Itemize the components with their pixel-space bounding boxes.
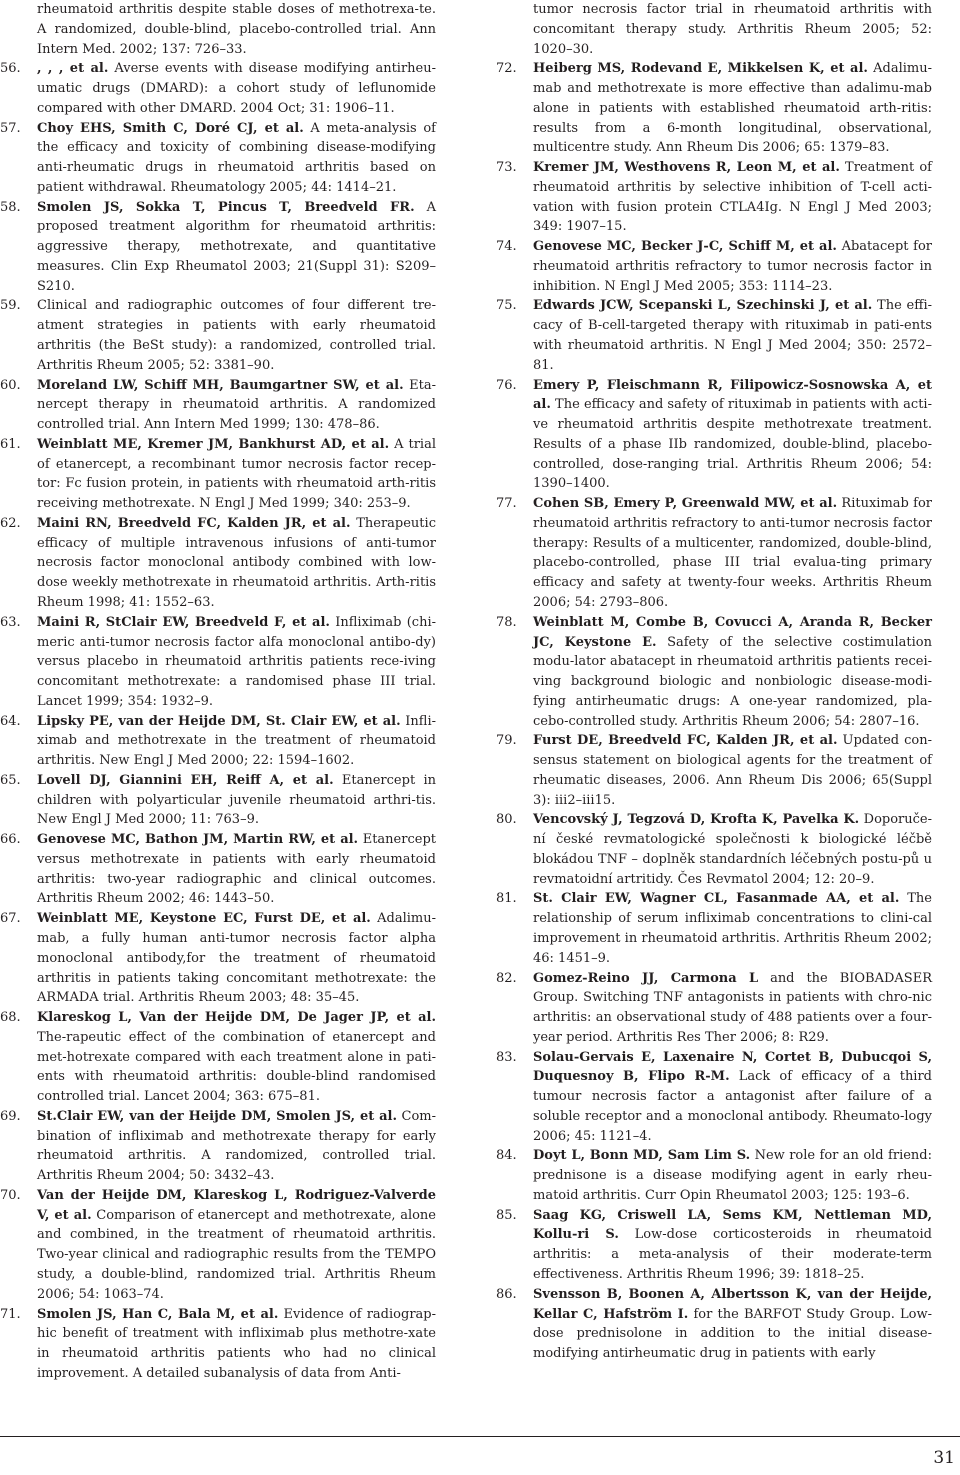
reference-column-left: [0, 0, 436, 1384]
reference-entry: [0, 435, 436, 514]
reference-number: 76.: [496, 377, 517, 393]
reference-entry: [0, 514, 436, 613]
page-number: 31: [933, 1448, 955, 1468]
reference-number: 69.: [0, 1108, 21, 1124]
reference-authors: Vencovský J, Tegzová D, Krofta K, Pavelka K.: [533, 812, 860, 828]
reference-number: 70.: [0, 1187, 21, 1203]
reference-text: tumor necrosis factor trial in rheumatoid arthritis with concomitant therapy study. Arthritis Rheum 2005; 52: 1020–30.: [533, 2, 932, 57]
reference-number: 75.: [496, 298, 517, 314]
reference-text: Therapeutic efficacy of multiple intravenous infusions of anti-tumor necrosis factor monoclonal antibody combined with low-dose weekly methotrexate in rheumatoid arthritis. Arth-ritis Rheum 1998; 41: 1552–63.: [37, 515, 436, 610]
reference-authors: Maini RN, Breedveld FC, Kalden JR, et al.: [37, 515, 351, 531]
reference-authors: Heiberg MS, Rodevand E, Mikkelsen K, et al.: [533, 61, 868, 77]
reference-text: Infliximab (chi-meric anti-tumor necrosis factor alfa monoclonal antibo-dy) versus placebo in rheumatoid arthritis patients rece-iving concomitant methotrexate: a randomised phase III trial. Lancet 1999; 354: 1932–9.: [37, 614, 437, 709]
reference-text: Etanercept in children with polyarticular juvenile rheumatoid arthri-tis. New Engl J Med 2000; 11: 763–9.: [37, 772, 436, 828]
reference-number: 84.: [496, 1148, 517, 1164]
reference-authors: Furst DE, Breedveld FC, Kalden JR, et al.: [533, 733, 838, 749]
reference-number: 60.: [0, 377, 21, 393]
reference-number: 67.: [0, 911, 21, 927]
reference-entry: [496, 1206, 932, 1285]
reference-number: 73.: [496, 160, 517, 176]
reference-entry: [496, 158, 932, 237]
reference-number: 86.: [496, 1286, 517, 1302]
reference-number: 64.: [0, 713, 21, 729]
reference-number: 82.: [496, 970, 517, 986]
reference-text: Rituximab for rheumatoid arthritis refractory to anti-tumor necrosis factor therapy: Results of a multicenter, randomized, double-blind, placebo-controlled, phase III trial evalua-ting primary efficacy and safety at twenty-four weeks. Arthritis Rheum 2006; 54: 2793–806.: [533, 496, 932, 610]
reference-continuation: [496, 0, 932, 59]
reference-number: 58.: [0, 199, 21, 215]
footer-rule: [0, 1436, 960, 1437]
reference-authors: St. Clair EW, Wagner CL, Fasanmade AA, et al.: [533, 891, 900, 907]
reference-text: The efficacy and safety of rituximab in patients with acti-ve rheumatoid arthritis despite methotrexate treatment. Results of a phase IIb randomized, double-blind, placebo-controlled, dose-ranging trial. Arthritis Rheum 2006; 54: 1390–1400.: [533, 397, 932, 492]
reference-authors: Weinblatt ME, Keystone EC, Furst DE, et al.: [37, 911, 371, 927]
reference-text: Infli-ximab and methotrexate in the treatment of rheumatoid arthritis. New Engl J Med 2000; 22: 1594–1602.: [37, 713, 436, 769]
reference-number: 59.: [0, 298, 21, 314]
reference-entry: [0, 376, 436, 435]
reference-authors: Weinblatt ME, Kremer JM, Bankhurst AD, et al.: [37, 436, 390, 452]
reference-text: A meta-analysis of the efficacy and toxicity of combining disease-modifying anti-rheumatic drugs in rheumatoid arthritis based on patient withdrawal. Rheumatology 2005; 44: 1414–21.: [37, 120, 436, 195]
reference-entry: [496, 969, 932, 1048]
reference-entry: [496, 731, 932, 810]
reference-text: Eta-nercept therapy in rheumatoid arthritis. A randomized controlled trial. Ann Intern Med 1999; 130: 478–86.: [37, 377, 436, 433]
reference-authors: Gomez-Reino JJ, Carmona L: [533, 970, 759, 986]
reference-authors: Weinblatt M, Combe B, Covucci A, Aranda R, Becker JC, Keystone E.: [533, 614, 932, 650]
reference-text: Treatment of rheumatoid arthritis by selective inhibition of T-cell acti-vation with fusion protein CTLA4Ig. N Engl J Med 2003; 349: 1907–15.: [533, 160, 932, 235]
reference-number: 78.: [496, 614, 517, 630]
reference-number: 56.: [0, 61, 21, 77]
reference-authors: Emery P, Fleischmann R, Filipowicz-Sosnowska A, et al.: [533, 377, 932, 413]
reference-entry: [496, 1048, 932, 1147]
reference-text: Clinical and radiographic outcomes of four different tre-atment strategies in patients with early rheumatoid arthritis (the BeSt study): a randomized, controlled trial. Arthritis Rheum 2005; 52: 3381–90.: [37, 298, 436, 373]
reference-authors: Maini R, StClair EW, Breedveld F, et al.: [37, 614, 330, 630]
reference-column-right: [496, 0, 932, 1364]
reference-entry: [0, 771, 436, 830]
reference-entry: [496, 613, 932, 732]
reference-number: 72.: [496, 61, 517, 77]
reference-entry: [0, 830, 436, 909]
reference-number: 57.: [0, 120, 21, 136]
reference-text: Safety of the selective costimulation modu-lator abatacept in rheumatoid arthritis patients recei-ving background biologic and nonbiologic disease-modi-fying antirheumatic drugs: A one-year randomized, pla-cebo-controlled study. Arthritis Rheum 2006; 54: 2807–16.: [533, 634, 932, 729]
reference-text: Com-bination of infliximab and methotrexate therapy for early rheumatoid arthritis. A randomized, controlled trial. Arthritis Rheum 2004; 50: 3432–43.: [37, 1108, 436, 1184]
reference-text: and the BIOBADASER Group. Switching TNF antagonists in patients with chro-nic arthritis: an observational study of 488 patients over a four-year period. Arthritis Res Ther 2006; 8: R29.: [533, 970, 932, 1045]
reference-text: Doporuče-ní české revmatologické společnosti k biologické léčbě blokádou TNF – doplněk standardních léčebných postu-pů u revmatoidní artritidy. Čes Revmatol 2004; 12: 20–9.: [533, 812, 932, 887]
reference-authors: Moreland LW, Schiff MH, Baumgartner SW, et al.: [37, 377, 404, 393]
reference-number: 61.: [0, 436, 21, 452]
reference-text: Averse events with disease modifying antirheu-umatic drugs (DMARD): a cohort study of leflunomide compared with other DMARD. 2004 Oct; 31: 1906–11.: [37, 61, 436, 116]
reference-entry: [496, 237, 932, 296]
reference-authors: , , , et al.: [37, 61, 109, 77]
reference-entry: [496, 1146, 932, 1205]
reference-authors: Van der Heijde DM, Klareskog L, Rodriguez-Valverde V, et al.: [37, 1187, 436, 1223]
reference-authors: Edwards JCW, Scepanski L, Szechinski J, et al.: [533, 298, 873, 314]
reference-entry: [496, 59, 932, 158]
reference-authors: Genovese MC, Becker J-C, Schiff M, et al.: [533, 239, 837, 255]
reference-entry: [0, 1305, 436, 1384]
reference-authors: Saag KG, Criswell LA, Sems KM, Nettleman MD, Kollu-ri S.: [533, 1207, 932, 1243]
reference-text: Updated con-sensus statement on biological agents for the treatment of rheumatic diseases, 2006. Ann Rheum Dis 2006; 65(Suppl 3): iii2–iii15.: [533, 733, 932, 808]
reference-text: Lack of efficacy of a third tumour necrosis factor a antagonist after failure of a soluble receptor and a monoclonal antibody. Rheumato-logy 2006; 45: 1121–4.: [533, 1069, 933, 1144]
reference-number: 80.: [496, 812, 517, 828]
reference-entry: [0, 712, 436, 771]
reference-number: 81.: [496, 891, 517, 907]
reference-entry: [496, 296, 932, 375]
reference-authors: Kremer JM, Westhovens R, Leon M, et al.: [533, 160, 840, 176]
reference-number: 63.: [0, 614, 21, 630]
reference-entry: [496, 494, 932, 613]
reference-entry: [0, 1107, 436, 1186]
reference-text: Evidence of radiograp-hic benefit of treatment with infliximab plus methotre-xate in rheumatoid arthritis patients who had no clinical improvement. A detailed subanalysis of data from Anti-: [37, 1306, 436, 1381]
reference-entry: [0, 909, 436, 1008]
reference-text: Adalimu-mab and methotrexate is more effective than adalimu-mab alone in patients with established rheumatoid arth-ritis: results from a 6-month longitudinal, observational, multicentre study. Ann Rheum Dis 2006; 65: 1379–83.: [533, 61, 932, 156]
reference-authors: Svensson B, Boonen A, Albertsson K, van der Heijde, Kellar C, Hafström I.: [533, 1286, 932, 1322]
reference-entry: [0, 1008, 436, 1107]
reference-entry: [0, 198, 436, 297]
reference-text: New role for an old friend: prednisone is a disease modifying agent in early rheu-matoid arthritis. Curr Opin Rheumatol 2003; 125: 193–6.: [533, 1148, 932, 1203]
reference-number: 79.: [496, 733, 517, 749]
reference-authors: St.Clair EW, van der Heijde DM, Smolen JS, et al.: [37, 1108, 397, 1124]
reference-text: Low-dose corticosteroids in rheumatoid arthritis: a meta-analysis of their moderate-term effectiveness. Arthritis Rheum 1996; 39: 1818–25.: [533, 1227, 932, 1282]
reference-continuation: [0, 0, 436, 59]
reference-text: The-rapeutic effect of the combination of etanercept and met-hotrexate compared with each treatment alone in pati-ents with rheumatoid arthritis: double-blind randomised controlled trial. Lancet 2004; 363: 675–81.: [37, 1029, 436, 1105]
reference-text: for the BARFOT Study Group. Low-dose prednisolone in addition to the initial disease-modifying antirheumatic drug in patients with early: [533, 1306, 932, 1362]
reference-number: 85.: [496, 1207, 517, 1223]
reference-text: A trial of etanercept, a recombinant tumor necrosis factor recep-tor: Fc fusion protein, in patients with rheumatoid arth-ritis receiving methotrexate. N Engl J Med 1999; 340: 253–9.: [37, 436, 436, 512]
reference-authors: Choy EHS, Smith C, Doré CJ, et al.: [37, 120, 304, 136]
reference-number: 68.: [0, 1010, 21, 1026]
reference-text: A proposed treatment algorithm for rheumatoid arthritis: aggressive therapy, methotrexate, and quantitative measures. Clin Exp Rheumatol 2003; 21(Suppl 31): S209–S210.: [37, 199, 436, 294]
reference-text: rheumatoid arthritis despite stable doses of methotrexa-te. A randomized, double-blind, placebo-controlled trial. Ann Intern Med. 2002; 137: 726–33.: [37, 2, 436, 57]
reference-entry: [0, 59, 436, 118]
reference-authors: Lipsky PE, van der Heijde DM, St. Clair EW, et al.: [37, 713, 401, 729]
reference-text: The effi-cacy of B-cell-targeted therapy with rituximab in pati-ents with rheumatoid arthritis. N Engl J Med 2004; 350: 2572–81.: [533, 298, 932, 373]
reference-authors: Solau-Gervais E, Laxenaire N, Cortet B, Dubucqoi S, Duquesnoy B, Flipo R-M.: [533, 1049, 932, 1085]
reference-number: 77.: [496, 496, 517, 512]
reference-text: Abatacept for rheumatoid arthritis refractory to tumor necrosis factor in inhibition. N Engl J Med 2005; 353: 1114–23.: [533, 239, 933, 294]
reference-authors: Smolen JS, Sokka T, Pincus T, Breedveld FR.: [37, 199, 415, 215]
reference-number: 74.: [496, 239, 517, 255]
reference-number: 62.: [0, 515, 21, 531]
reference-authors: Genovese MC, Bathon JM, Martin RW, et al.: [37, 832, 359, 848]
reference-authors: Lovell DJ, Giannini EH, Reiff A, et al.: [37, 772, 334, 788]
reference-text: Comparison of etanercept and methotrexate, alone and combined, in the treatment of rheumatoid arthritis. Two-year clinical and radiographic results from the TEMPO study, a double-blind, randomized trial. Arthritis Rheum 2006; 54: 1063–74.: [37, 1207, 436, 1302]
reference-authors: Cohen SB, Emery P, Greenwald MW, et al.: [533, 496, 838, 512]
reference-entry: [0, 119, 436, 198]
reference-authors: Klareskog L, Van der Heijde DM, De Jager JP, et al.: [37, 1010, 436, 1026]
reference-entry: [496, 376, 932, 495]
reference-entry: [0, 296, 436, 375]
reference-text: The relationship of serum infliximab concentrations to clini-cal improvement in rheumatoid arthritis. Arthritis Rheum 2002; 46: 1451–9.: [533, 891, 932, 966]
reference-number: 71.: [0, 1306, 21, 1322]
reference-entry: [496, 889, 932, 968]
reference-entry: [496, 1285, 932, 1364]
reference-number: 83.: [496, 1049, 517, 1065]
reference-text: Adalimu-mab, a fully human anti-tumor necrosis factor alpha monoclonal antibody,for the treatment of rheumatoid arthritis in patients taking concomitant methotrexate: the ARMADA trial. Arthritis Rheum 2003; 48: 35–45.: [37, 911, 436, 1006]
reference-text: Etanercept versus methotrexate in patients with early rheumatoid arthritis: two-year radiographic and clinical outcomes. Arthritis Rheum 2002; 46: 1443–50.: [37, 832, 436, 907]
reference-number: 65.: [0, 772, 21, 788]
reference-authors: Smolen JS, Han C, Bala M, et al.: [37, 1306, 279, 1322]
reference-number: 66.: [0, 832, 21, 848]
reference-authors: Doyt L, Bonn MD, Sam Lim S.: [533, 1148, 751, 1164]
reference-entry: [496, 810, 932, 889]
reference-entry: [0, 1186, 436, 1305]
reference-entry: [0, 613, 436, 712]
